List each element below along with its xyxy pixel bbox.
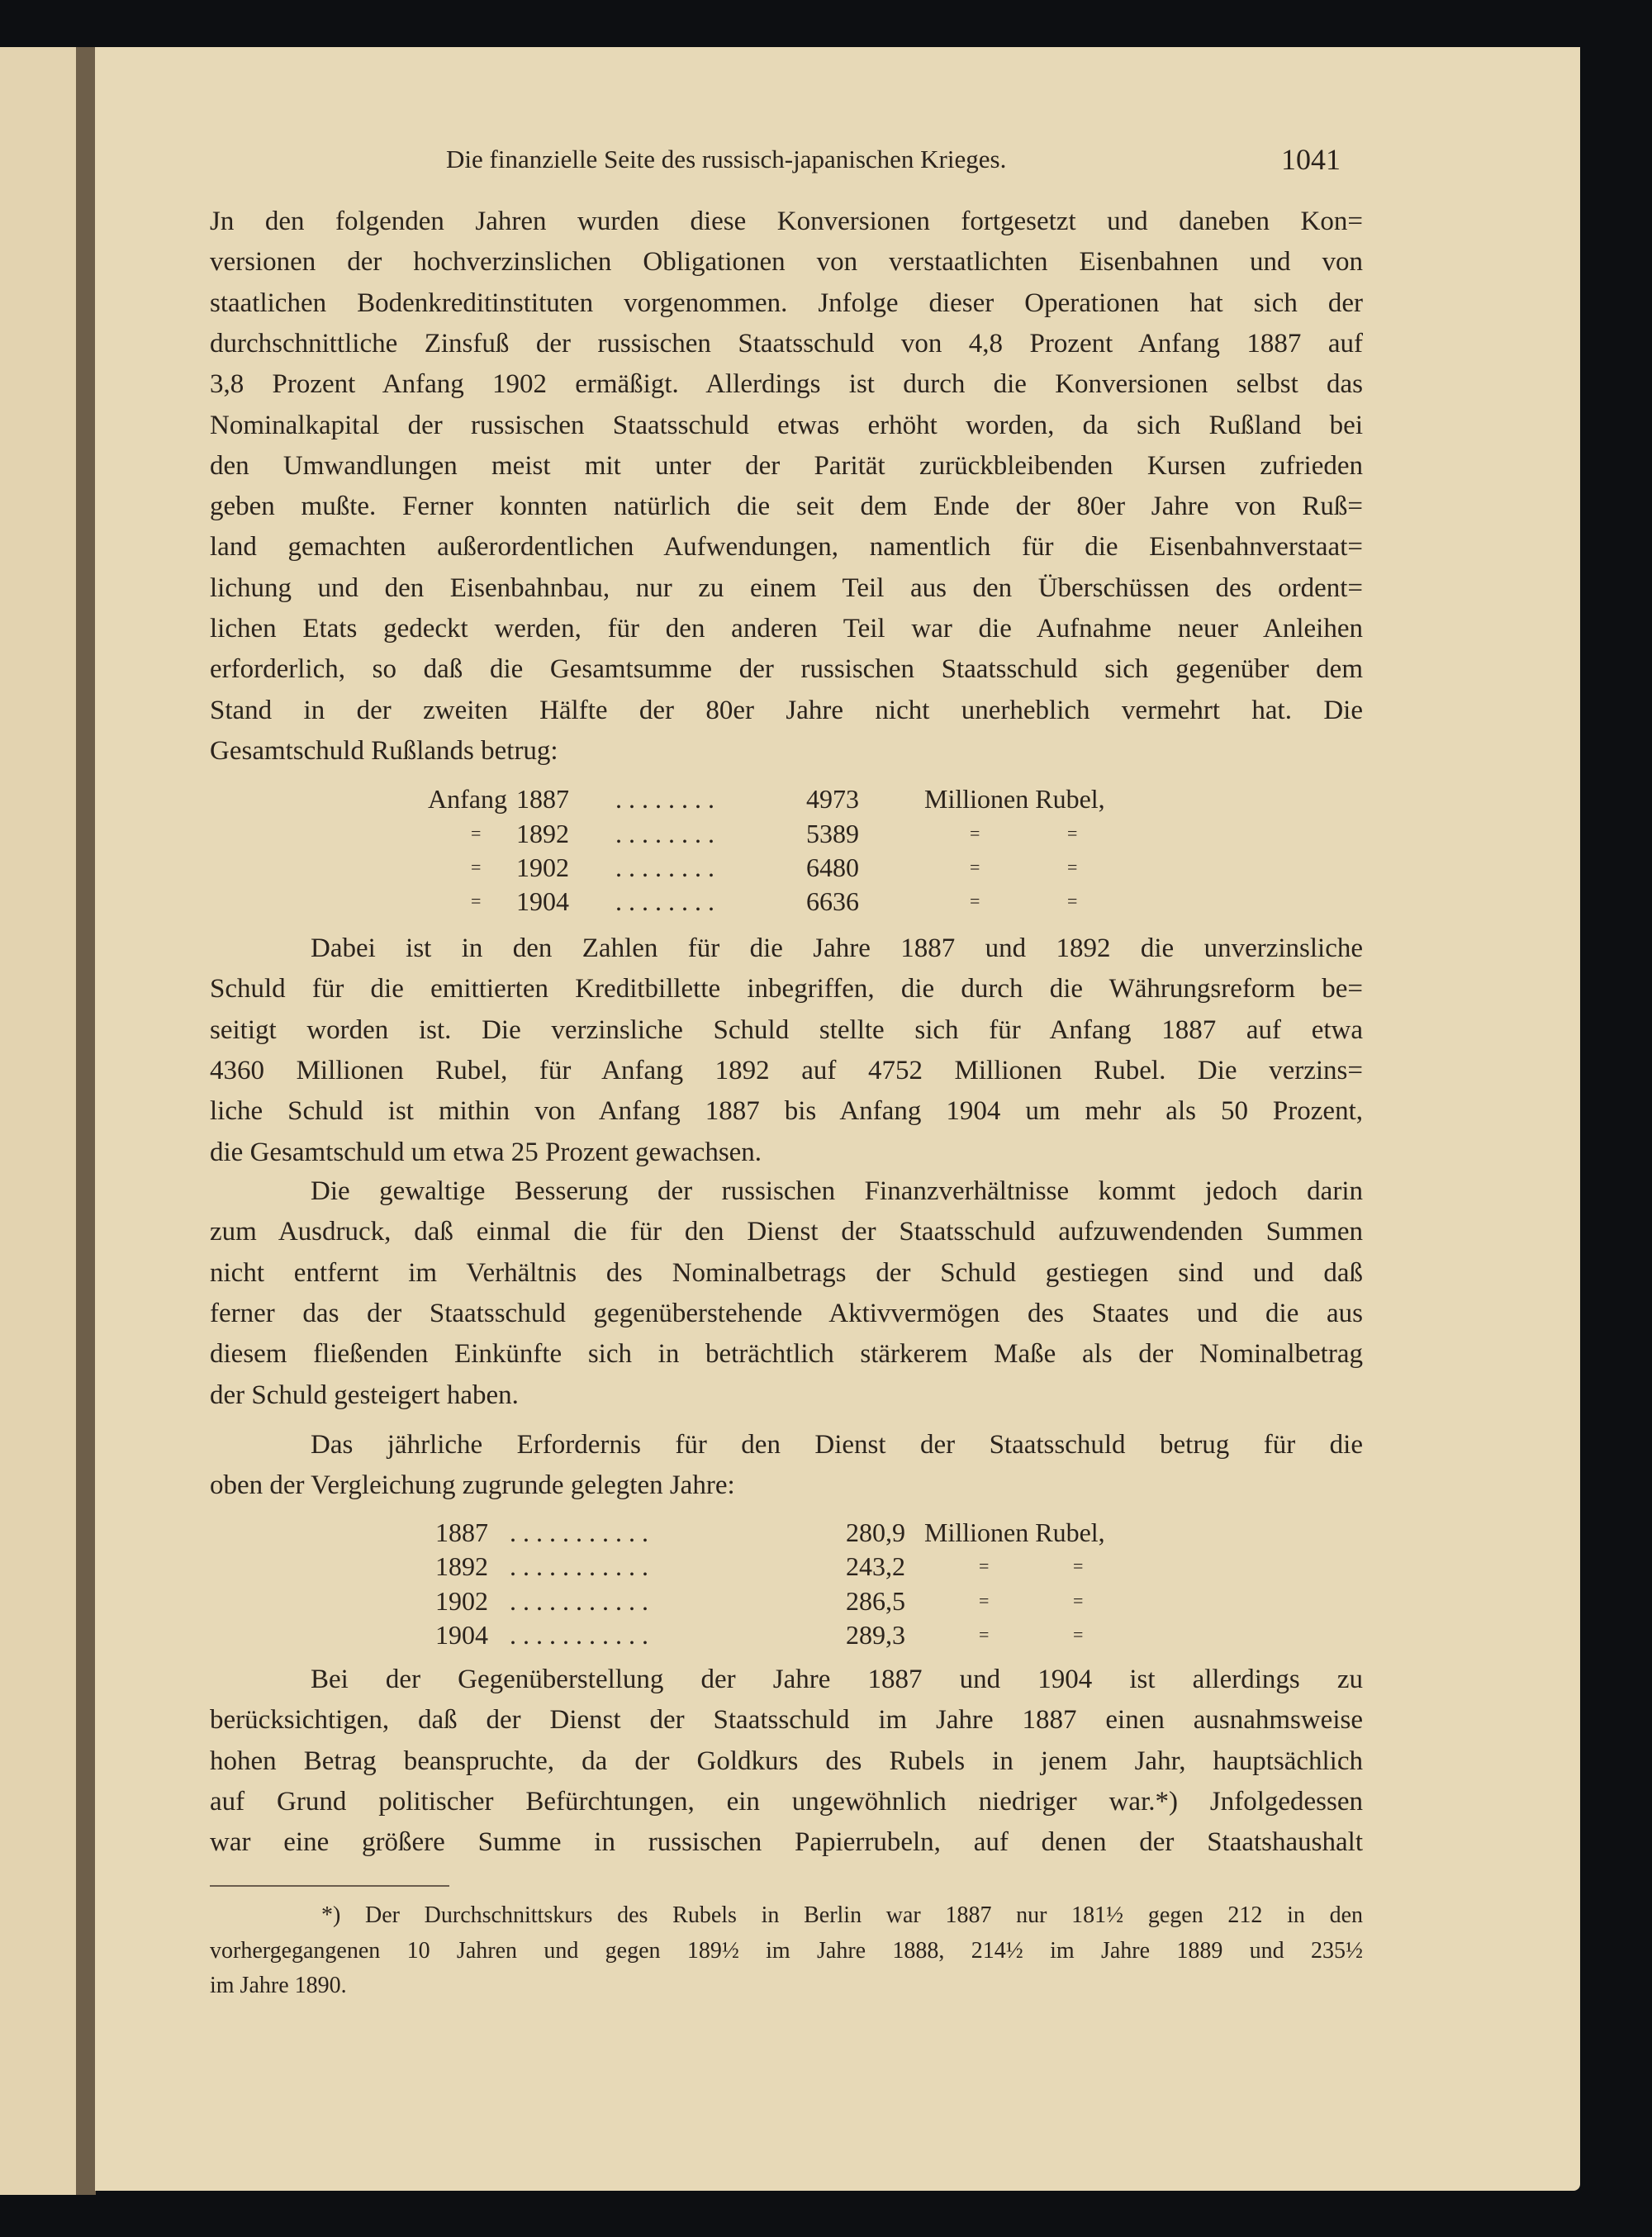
ditto-mark: = <box>970 857 980 877</box>
adjacent-page-edge <box>0 47 76 2195</box>
unit-cell: Millionen Rubel, <box>924 784 1105 814</box>
text-line: 4360 Millionen Rubel, für Anfang 1892 auf 4752 Millionen Rubel. Die verzins= <box>210 1055 1363 1085</box>
text-line: Dabei ist in den Zahlen für die Jahre 1887 und 1892 die unverzinsliche <box>311 933 1363 963</box>
value-cell: 286,5 <box>846 1586 905 1616</box>
footnote-separator <box>210 1885 449 1887</box>
value-cell: 4973 <box>806 784 859 814</box>
year-cell: 1892 <box>435 1551 488 1581</box>
unit-cell: Millionen Rubel, <box>924 1517 1105 1547</box>
leader-dots: . . . . . . . . <box>615 819 714 848</box>
text-line: nicht entfernt im Verhältnis des Nominalbetrags der Schuld gestiegen sind und daß <box>210 1257 1363 1288</box>
leader-dots: . . . . . . . . <box>615 886 714 916</box>
text-line: hohen Betrag beanspruchte, da der Goldkurs des Rubels in jenem Jahr, hauptsächlich <box>210 1745 1363 1776</box>
row-label: Anfang <box>428 784 507 814</box>
year-cell: 1902 <box>516 853 569 882</box>
leader-dots: . . . . . . . . <box>615 784 714 814</box>
text-line: zum Ausdruck, daß einmal die für den Dienst der Staatsschuld aufzuwendenden Summen <box>210 1217 1363 1247</box>
ditto-mark: = <box>970 891 980 911</box>
leader-dots: . . . . . . . . <box>615 853 714 882</box>
text-line: versionen der hochverzinslichen Obligationen von verstaatlichten Eisenbahnen und von <box>210 247 1363 278</box>
ditto-mark: = <box>1067 823 1078 843</box>
value-cell: 289,3 <box>846 1620 905 1650</box>
ditto-mark: = <box>1073 1624 1084 1645</box>
leader-dots: . . . . . . . . . . . <box>510 1517 648 1547</box>
value-cell: 6636 <box>806 886 859 916</box>
text-line: geben mußte. Ferner konnten natürlich die seit dem Ende der 80er Jahre von Ruß= <box>210 492 1363 522</box>
text-line: Stand in der zweiten Hälfte der 80er Jahre nicht unerheblich vermehrt hat. Die <box>210 695 1363 725</box>
ditto-mark: = <box>471 857 482 877</box>
ditto-mark: = <box>979 1590 990 1611</box>
ditto-mark: = <box>1067 857 1078 877</box>
text-line: die Gesamtschuld um etwa 25 Prozent gewachsen. <box>210 1137 762 1167</box>
text-line: Nominalkapital der russischen Staatsschuld etwas erhöht worden, da sich Rußland bei <box>210 410 1363 440</box>
value-cell: 243,2 <box>846 1551 905 1581</box>
text-line: seitigt worden ist. Die verzinsliche Schuld stellte sich für Anfang 1887 auf etwa <box>210 1014 1363 1045</box>
year-cell: 1892 <box>516 819 569 848</box>
running-title: Die finanzielle Seite des russisch-japanischen Krieges. <box>446 145 1007 173</box>
text-line: lichung und den Eisenbahnbau, nur zu einem Teil aus den Überschüssen des ordent= <box>210 572 1363 603</box>
year-cell: 1902 <box>435 1586 488 1616</box>
text-line: staatlichen Bodenkreditinstituten vorgenommen. Jnfolge dieser Operationen hat sich der <box>210 287 1363 318</box>
footnote-line: im Jahre 1890. <box>210 1973 347 1998</box>
text-line: berücksichtigen, daß der Dienst der Staatsschuld im Jahre 1887 einen ausnahmsweise <box>210 1705 1363 1736</box>
value-cell: 5389 <box>806 819 859 848</box>
text-line: oben der Vergleichung zugrunde gelegten Jahre: <box>210 1470 735 1501</box>
footnote-line: vorhergegangenen 10 Jahren und gegen 189½ im Jahre 1888, 214½ im Jahre 1889 und 235½ <box>210 1938 1363 1964</box>
leader-dots: . . . . . . . . . . . <box>510 1586 648 1616</box>
ditto-mark: = <box>471 891 482 911</box>
text-line: liche Schuld ist mithin von Anfang 1887 bis Anfang 1904 um mehr als 50 Prozent, <box>210 1096 1363 1127</box>
footnote-line: *) Der Durchschnittskurs des Rubels in Berlin war 1887 nur 181½ gegen 212 in den <box>321 1902 1363 1928</box>
year-cell: 1887 <box>516 784 569 814</box>
text-line: Bei der Gegenüberstellung der Jahre 1887 und 1904 ist allerdings zu <box>311 1665 1363 1694</box>
text-line: Gesamtschuld Rußlands betrug: <box>210 735 558 766</box>
text-line: Jn den folgenden Jahren wurden diese Konversionen fortgesetzt und daneben Kon= <box>210 207 1363 236</box>
leader-dots: . . . . . . . . . . . <box>510 1620 648 1650</box>
year-cell: 1904 <box>435 1620 488 1650</box>
value-cell: 280,9 <box>846 1517 905 1547</box>
ditto-mark: = <box>970 823 980 843</box>
ditto-mark: = <box>979 1555 990 1576</box>
text-line: 3,8 Prozent Anfang 1902 ermäßigt. Allerdings ist durch die Konversionen selbst das <box>210 369 1363 400</box>
ditto-mark: = <box>979 1624 990 1645</box>
text-line: war eine größere Summe in russischen Papierrubeln, auf denen der Staatshaushalt <box>210 1827 1363 1858</box>
text-line: erforderlich, so daß die Gesamtsumme der russischen Staatsschuld sich gegenüber dem <box>210 654 1363 685</box>
text-line: Schuld für die emittierten Kreditbillette inbegriffen, die durch die Währungsreform be= <box>210 974 1363 1005</box>
text-line: den Umwandlungen meist mit unter der Parität zurückbleibenden Kursen zufrieden <box>210 450 1363 481</box>
page-gutter-shadow <box>76 47 96 2195</box>
text-line: auf Grund politischer Befürchtungen, ein ungewöhnlich niedriger war.*) Jnfolgedessen <box>210 1786 1363 1817</box>
text-line: ferner das der Staatsschuld gegenüberstehende Aktivvermögen des Staates und die aus <box>210 1298 1363 1328</box>
year-cell: 1887 <box>435 1517 488 1547</box>
page-number: 1041 <box>1281 143 1341 176</box>
text-line: land gemachten außerordentlichen Aufwendungen, namentlich für die Eisenbahnverstaat= <box>210 532 1363 563</box>
leader-dots: . . . . . . . . . . . <box>510 1551 648 1581</box>
text-line: der Schuld gesteigert haben. <box>210 1380 519 1410</box>
text-line: lichen Etats gedeckt werden, für den anderen Teil war die Aufnahme neuer Anleihen <box>210 614 1363 644</box>
text-line: durchschnittliche Zinsfuß der russischen Staatsschuld von 4,8 Prozent Anfang 1887 auf <box>210 328 1363 359</box>
text-line: diesem fließenden Einkünfte sich in beträchtlich stärkerem Maße als der Nominalbetrag <box>210 1339 1363 1370</box>
text-line: Das jährliche Erfordernis für den Dienst der Staatsschuld betrug für die <box>311 1430 1363 1460</box>
ditto-mark: = <box>471 823 482 843</box>
ditto-mark: = <box>1073 1590 1084 1611</box>
value-cell: 6480 <box>806 853 859 882</box>
text-line: Die gewaltige Besserung der russischen Finanzverhältnisse kommt jedoch darin <box>311 1176 1363 1206</box>
year-cell: 1904 <box>516 886 569 916</box>
ditto-mark: = <box>1067 891 1078 911</box>
ditto-mark: = <box>1073 1555 1084 1576</box>
